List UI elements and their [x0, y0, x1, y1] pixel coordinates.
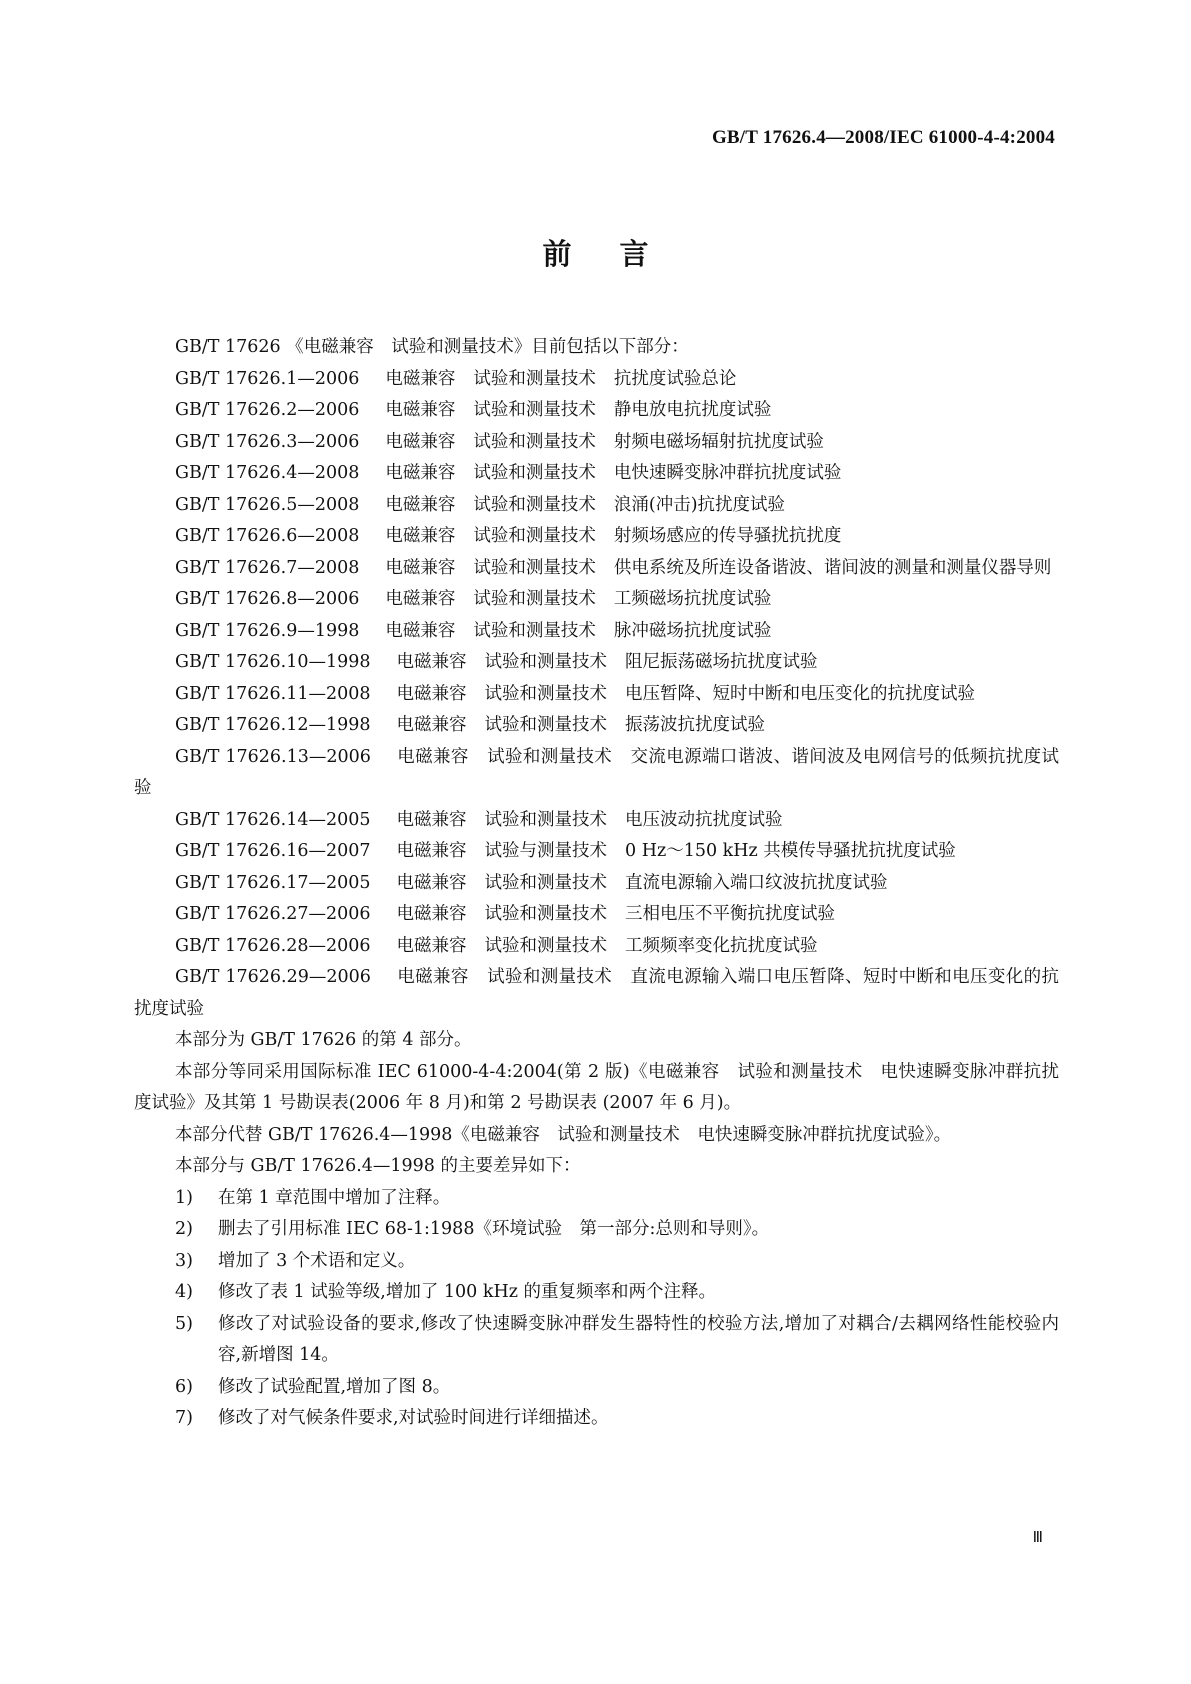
part-code: GB/T 17626.8—2006 — [175, 589, 360, 609]
difference-number: 7) — [175, 1408, 193, 1428]
part-name: 工频磁场抗扰度试验 — [613, 589, 772, 609]
part-sub: 试验和测量技术 — [484, 872, 608, 893]
part-name: 直流电源输入端口纹波抗扰度试验 — [625, 872, 888, 893]
body-paragraph: 本部分代替 GB/T 17626.4—1998《电磁兼容 试验和测量技术 电快速瞬变脉冲群抗扰度试验》。 — [175, 1124, 952, 1145]
difference-item — [134, 1372, 1059, 1404]
part-name: 射频电磁场辐射抗扰度试验 — [613, 431, 824, 452]
part-sub: 试验和测量技术 — [473, 400, 596, 420]
part-series: 电磁兼容 — [385, 589, 456, 609]
difference-number: 1) — [175, 1187, 193, 1208]
paragraph-group — [134, 1025, 1059, 1183]
difference-text: 修改了表 1 试验等级,增加了 100 kHz 的重复频率和两个注释。 — [218, 1282, 716, 1302]
part-name: 射频场感应的传导骚扰抗扰度 — [613, 526, 842, 546]
part-name: 交流电源端口谐波、谐间波及电网信号的低频抗扰度试验 — [134, 746, 1060, 798]
difference-text: 在第 1 章范围中增加了注释。 — [218, 1187, 451, 1208]
standard-part-item — [134, 616, 1059, 648]
difference-number: 5) — [175, 1313, 193, 1334]
difference-text: 删去了引用标准 IEC 68-1:1988《环境试验 第一部分:总则和导则》。 — [218, 1219, 770, 1239]
document-body — [134, 332, 1059, 1435]
part-code: GB/T 17626.10—1998 — [175, 652, 371, 672]
part-name: 浪涌(冲击)抗扰度试验 — [613, 494, 786, 515]
body-paragraph: 本部分与 GB/T 17626.4—1998 的主要差异如下： — [175, 1156, 581, 1176]
difference-item — [134, 1277, 1059, 1309]
standard-part-item — [134, 647, 1059, 679]
part-name: 直流电源输入端口电压暂降、短时中断和电压变化的抗扰度试验 — [134, 967, 1060, 1019]
part-code: GB/T 17626.6—2008 — [175, 526, 360, 546]
part-code: GB/T 17626.13—2006 — [175, 746, 371, 767]
part-series: 电磁兼容 — [396, 841, 467, 861]
part-series: 电磁兼容 — [396, 715, 467, 735]
part-code: GB/T 17626.1—2006 — [175, 368, 360, 389]
part-name: 振荡波抗扰度试验 — [625, 715, 766, 735]
standard-part-item — [134, 521, 1059, 553]
part-sub: 试验和测量技术 — [484, 715, 608, 735]
intro-paragraph: GB/T 17626 《电磁兼容 试验和测量技术》目前包括以下部分： — [175, 337, 689, 357]
standard-part-item — [134, 679, 1059, 711]
part-series: 电磁兼容 — [385, 400, 456, 420]
part-series: 电磁兼容 — [396, 935, 467, 956]
part-series: 电磁兼容 — [385, 431, 456, 452]
part-sub: 试验和测量技术 — [486, 746, 613, 767]
difference-item — [134, 1309, 1059, 1372]
standard-part-item — [134, 931, 1059, 963]
part-series: 电磁兼容 — [385, 557, 456, 578]
part-series: 电磁兼容 — [396, 809, 467, 830]
part-series: 电磁兼容 — [385, 526, 456, 546]
standard-part-item — [134, 553, 1059, 585]
part-name: 电快速瞬变脉冲群抗扰度试验 — [613, 463, 842, 483]
part-sub: 试验和测量技术 — [473, 620, 596, 641]
part-sub: 试验与测量技术 — [484, 841, 608, 861]
part-sub: 试验和测量技术 — [484, 904, 608, 924]
part-sub: 试验和测量技术 — [484, 809, 608, 830]
difference-item — [134, 1183, 1059, 1215]
part-code: GB/T 17626.2—2006 — [175, 400, 360, 420]
part-name: 工频频率变化抗扰度试验 — [625, 935, 818, 956]
parts-list — [134, 364, 1059, 1026]
part-code: GB/T 17626.28—2006 — [175, 935, 371, 956]
difference-item — [134, 1403, 1059, 1435]
page-number: Ⅲ — [1032, 1528, 1043, 1546]
difference-number: 2) — [175, 1219, 193, 1239]
standard-part-item — [134, 490, 1059, 522]
body-paragraph: 本部分为 GB/T 17626 的第 4 部分。 — [175, 1030, 472, 1050]
standard-part-item — [134, 427, 1059, 459]
standard-part-item — [134, 836, 1059, 868]
standard-part-item — [134, 458, 1059, 490]
part-code: GB/T 17626.14—2005 — [175, 809, 371, 830]
part-sub: 试验和测量技术 — [473, 368, 596, 389]
standard-part-item — [134, 899, 1059, 931]
part-name: 供电系统及所连设备谐波、谐间波的测量和测量仪器导则 — [613, 557, 1052, 578]
difference-number: 6) — [175, 1376, 193, 1397]
standard-part-item — [134, 395, 1059, 427]
part-sub: 试验和测量技术 — [484, 683, 608, 704]
difference-number: 3) — [175, 1250, 193, 1271]
part-name: 电压暂降、短时中断和电压变化的抗扰度试验 — [625, 683, 976, 704]
standard-part-item — [134, 962, 1059, 1025]
part-code: GB/T 17626.3—2006 — [175, 431, 360, 452]
part-series: 电磁兼容 — [396, 746, 469, 767]
body-paragraph: 本部分等同采用国际标准 IEC 61000-4-4:2004(第 2 版)《电磁兼容 试验和测量技术 电快速瞬变脉冲群抗扰度试验》及其第 1 号勘误表(2006 年 8 月)和第 2 号勘误表 (2007 年 6 月)。 — [134, 1061, 1059, 1113]
standard-part-item — [134, 805, 1059, 837]
part-series: 电磁兼容 — [396, 967, 469, 987]
part-sub: 试验和测量技术 — [484, 652, 608, 672]
difference-text: 修改了对气候条件要求,对试验时间进行详细描述。 — [218, 1408, 609, 1428]
part-name: 抗扰度试验总论 — [613, 368, 737, 389]
part-code: GB/T 17626.9—1998 — [175, 620, 360, 641]
part-series: 电磁兼容 — [385, 494, 456, 515]
part-sub: 试验和测量技术 — [473, 494, 596, 515]
part-series: 电磁兼容 — [385, 463, 456, 483]
page-title: 前言 — [542, 237, 697, 271]
standard-number-header: GB/T 17626.4—2008/IEC 61000-4-4:2004 — [711, 127, 1055, 148]
part-sub: 试验和测量技术 — [484, 935, 608, 956]
part-sub: 试验和测量技术 — [473, 589, 596, 609]
part-code: GB/T 17626.7—2008 — [175, 557, 360, 578]
part-sub: 试验和测量技术 — [473, 431, 596, 452]
part-name: 0 Hz～150 kHz 共模传导骚扰抗扰度试验 — [625, 841, 956, 861]
difference-item — [134, 1246, 1059, 1278]
part-sub: 试验和测量技术 — [486, 967, 613, 987]
part-code: GB/T 17626.4—2008 — [175, 463, 360, 483]
difference-item — [134, 1214, 1059, 1246]
part-code: GB/T 17626.11—2008 — [175, 683, 371, 704]
part-name: 阻尼振荡磁场抗扰度试验 — [625, 652, 818, 672]
part-sub: 试验和测量技术 — [473, 557, 596, 578]
part-name: 静电放电抗扰度试验 — [613, 400, 772, 420]
standard-part-item — [134, 710, 1059, 742]
part-series: 电磁兼容 — [396, 683, 467, 704]
difference-text: 修改了试验配置,增加了图 8。 — [218, 1376, 451, 1397]
part-code: GB/T 17626.5—2008 — [175, 494, 360, 515]
part-code: GB/T 17626.27—2006 — [175, 904, 371, 924]
standard-part-item — [134, 742, 1059, 805]
part-code: GB/T 17626.16—2007 — [175, 841, 371, 861]
part-name: 电压波动抗扰度试验 — [625, 809, 783, 830]
part-series: 电磁兼容 — [396, 904, 467, 924]
difference-number: 4) — [175, 1282, 193, 1302]
part-code: GB/T 17626.12—1998 — [175, 715, 371, 735]
part-series: 电磁兼容 — [385, 368, 456, 389]
part-name: 脉冲磁场抗扰度试验 — [613, 620, 772, 641]
standard-part-item — [134, 584, 1059, 616]
part-name: 三相电压不平衡抗扰度试验 — [625, 904, 836, 924]
difference-text: 增加了 3 个术语和定义。 — [218, 1250, 416, 1271]
standard-part-item — [134, 364, 1059, 396]
part-sub: 试验和测量技术 — [473, 526, 596, 546]
part-code: GB/T 17626.17—2005 — [175, 872, 371, 893]
part-series: 电磁兼容 — [385, 620, 456, 641]
part-code: GB/T 17626.29—2006 — [175, 967, 371, 987]
difference-text: 修改了对试验设备的要求,修改了快速瞬变脉冲群发生器特性的校验方法,增加了对耦合/去耦网络性能校验内容,新增图 14。 — [218, 1313, 1059, 1365]
part-sub: 试验和测量技术 — [473, 463, 596, 483]
part-series: 电磁兼容 — [396, 652, 467, 672]
part-series: 电磁兼容 — [396, 872, 467, 893]
differences-list — [134, 1183, 1059, 1435]
standard-part-item — [134, 868, 1059, 900]
